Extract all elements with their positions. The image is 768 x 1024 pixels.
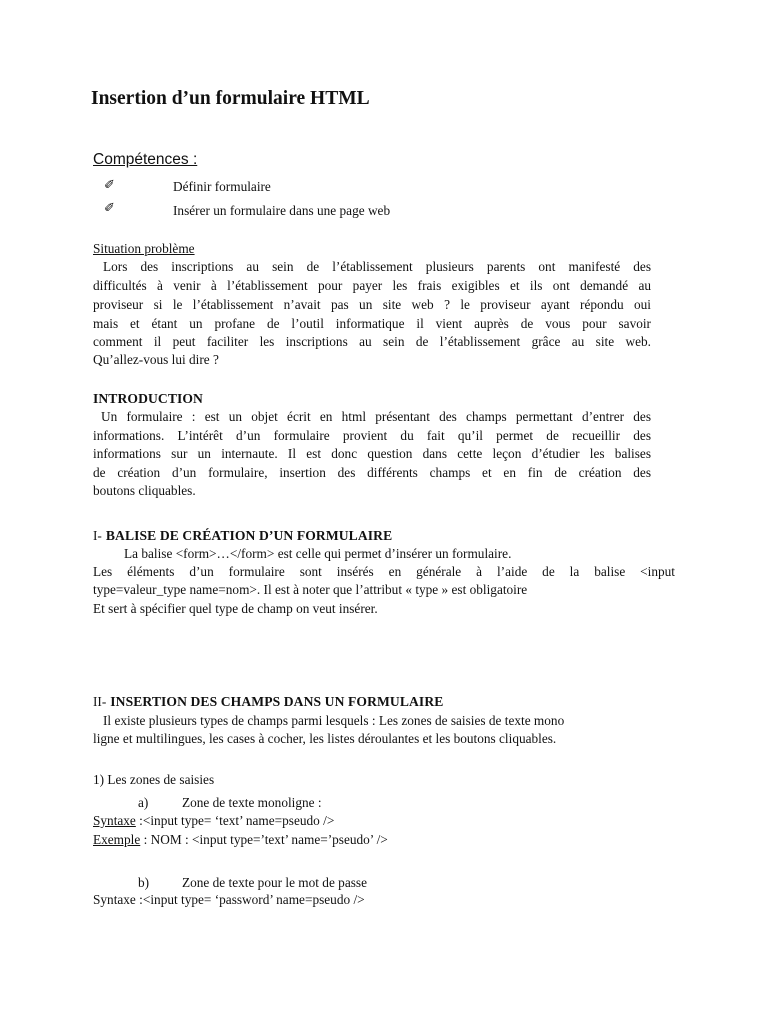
introduction-line: informations. L’intérêt d’un formulaire provient du fait qu’il permet de recueillir des [93,428,651,443]
syntaxe-line-b: Syntaxe :<input type= ‘password’ name=pseudo /> [93,892,365,907]
competence-item: Définir formulaire [173,179,271,194]
section1-line: Les éléments d’un formulaire sont insérés en générale à l’aide de la balise <input [93,564,675,579]
exemple-line-a [93,832,388,848]
pencil-check-icon: ✐ [104,200,115,215]
situation-line: mais et étant un profane de l’outil informatique il vient auprès de vous pour savoir [93,316,651,331]
item-text-a: Zone de texte monoligne : [182,795,322,810]
situation-last-line: Qu’allez-vous lui dire ? [93,352,219,367]
situation-line: proviseur si le l’établissement n’avait pas un site web ? le proviseur ayant répondu oui [93,297,651,312]
section2-line: ligne et multilingues, les cases à cocher, les listes déroulantes et les boutons cliquables. [93,731,557,746]
introduction-last-line: boutons cliquables. [93,483,196,498]
situation-heading: Situation problème [93,241,195,256]
introduction-heading: INTRODUCTION [93,391,203,406]
competences-heading: Compétences : [93,151,198,168]
competence-item: Insérer un formulaire dans une page web [173,203,391,218]
situation-line: Lors des inscriptions au sein de l’établissement plusieurs parents ont manifesté des [103,259,651,274]
syntaxe-label: Syntaxe [93,813,136,828]
item-label-b: b) [138,875,150,890]
page-title: Insertion d’un formulaire HTML [91,88,370,109]
introduction-line: informations sur un internaute. Il est donc question dans cette leçon d’étudier les balises [93,446,651,461]
exemple-code: : NOM : <input type=’text’ name=’pseudo’ /> [140,832,388,847]
section1-heading [93,527,392,545]
introduction-line: de création d’un formulaire, insertion des différents champs et en fin de création des [93,465,651,480]
section1-line: Et sert à spécifier quel type de champ on veut insérer. [93,601,378,616]
section2-heading [93,693,443,711]
situation-line: difficultés à venir à l’établissement pour payer les frais exigibles et ils ont demandé au [93,278,651,293]
item-label-a: a) [138,795,149,810]
subsection-heading: 1) Les zones de saisies [93,772,215,787]
situation-line: comment il peut faciliter les inscriptions au sein de l’établissement grâce au site web. [93,334,651,349]
syntaxe-code: :<input type= ‘text’ name=pseudo /> [135,813,335,828]
section2-title: INSERTION DES CHAMPS DANS UN FORMULAIRE [110,694,444,709]
introduction-line: Un formulaire : est un objet écrit en html présentant des champs permettant d’entrer des [101,409,651,424]
section1-line: La balise <form>…</form> est celle qui permet d’insérer un formulaire. [124,546,512,561]
section1-title: BALISE DE CRÉATION D’UN FORMULAIRE [105,528,393,543]
item-text-b: Zone de texte pour le mot de passe [182,875,367,890]
section2-prefix: II- [93,694,107,709]
section2-line: Il existe plusieurs types de champs parmi lesquels : Les zones de saisies de texte mono [103,713,565,728]
syntaxe-line-a [93,813,334,829]
section1-prefix: I- [93,528,102,543]
pencil-check-icon: ✐ [104,177,115,192]
section1-line: type=valeur_type name=nom>. Il est à noter que l’attribut « type » est obligatoire [93,582,528,597]
exemple-label: Exemple [93,832,141,847]
